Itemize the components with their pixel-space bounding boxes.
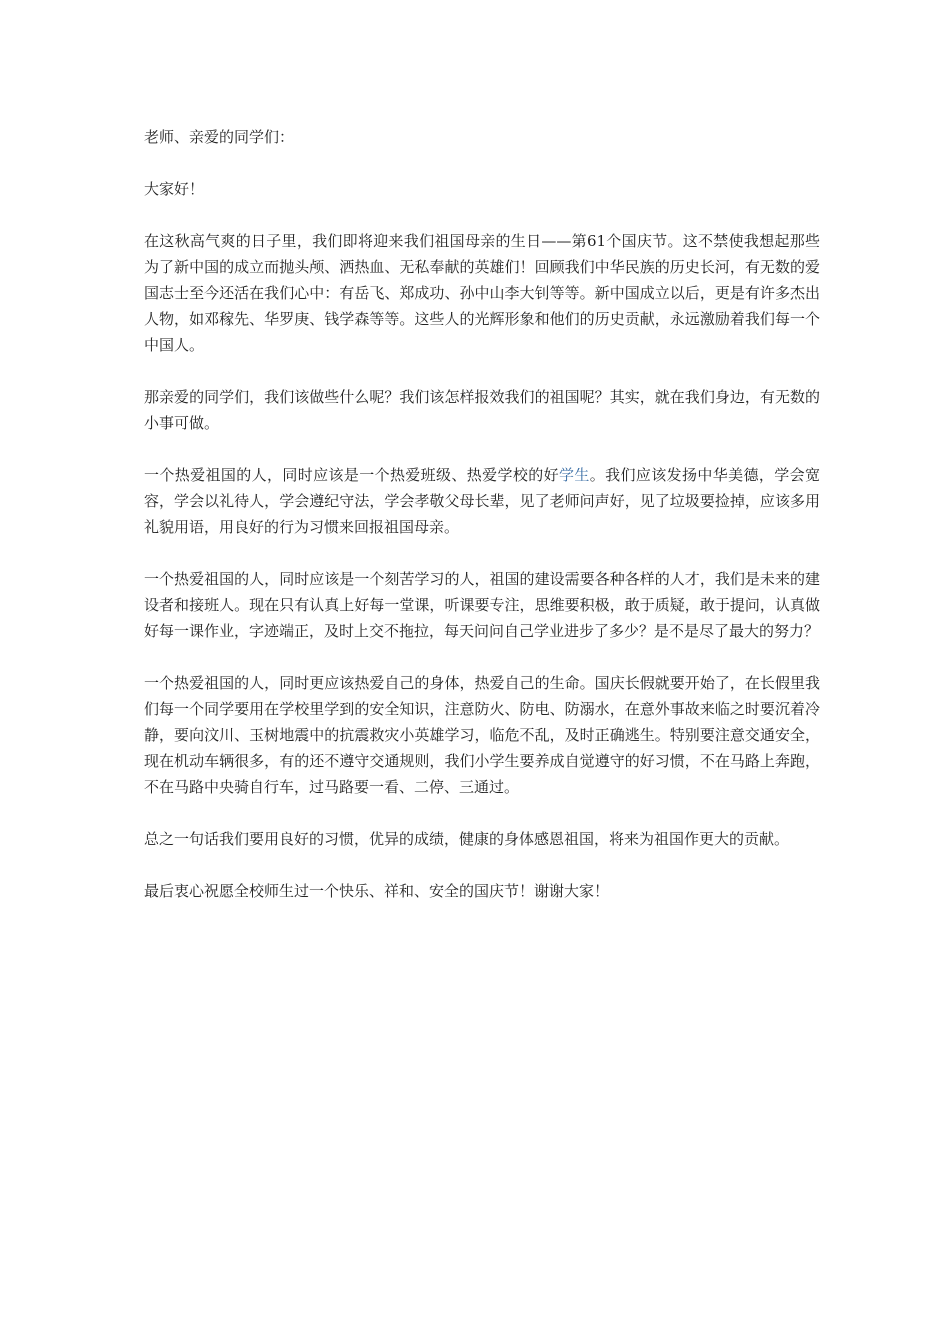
paragraph-good-student — [144, 462, 820, 540]
paragraph-question: 那亲爱的同学们，我们该做些什么呢？我们该怎样报效我们的祖国呢？其实，就在我们身边，有无数的小事可做。 — [144, 388, 820, 432]
paragraph-good-student-before: 一个热爱祖国的人，同时应该是一个热爱班级、热爱学校的好 — [144, 466, 560, 484]
paragraph-intro: 在这秋高气爽的日子里，我们即将迎来我们祖国母亲的生日——第61个国庆节。这不禁使我想起那些为了新中国的成立而抛头颅、洒热血、无私奉献的英雄们！回顾我们中华民族的历史长河，有无数的爱国志士至今还活在我们心中：有岳飞、郑成功、孙中山李大钊等等。新中国成立以后，更是有许多杰出人物，如邓稼先、华罗庚、钱学森等等。这些人的光辉形象和他们的历史贡献，永远激励着我们每一个中国人。 — [144, 232, 820, 354]
greeting-line: 老师、亲爱的同学们： — [144, 128, 295, 146]
paragraph-summary: 总之一句话我们要用良好的习惯，优异的成绩，健康的身体感恩祖国，将来为祖国作更大的贡献。 — [144, 830, 790, 848]
paragraph-good-student-after: 。我们应该发扬中华美德，学会宽容，学会以礼待人，学会遵纪守法，学会孝敬父母长辈，见了老师问声好，见了垃圾要捡掉，应该多用礼貌用语，用良好的行为习惯来回报祖国母亲。 — [144, 466, 820, 536]
paragraph-safety: 一个热爱祖国的人，同时更应该热爱自己的身体，热爱自己的生命。国庆长假就要开始了，在长假里我们每一个同学要用在学校里学到的安全知识，注意防火、防电、防溺水，在意外事故来临之时要沉着冷静，要向汶川、玉树地震中的抗震救灾小英雄学习，临危不乱，及时正确逃生。特别要注意交通安全，现在机动车辆很多，有的还不遵守交通规则，我们小学生要养成自觉遵守的好习惯，不在马路上奔跑，不在马路中央骑自行车，过马路要一看、二停、三通过。 — [144, 674, 820, 796]
paragraph-closing: 最后衷心祝愿全校师生过一个快乐、祥和、安全的国庆节！谢谢大家！ — [144, 882, 610, 900]
hello-line: 大家好！ — [144, 180, 205, 198]
paragraph-study: 一个热爱祖国的人，同时应该是一个刻苦学习的人，祖国的建设需要各种各样的人才，我们是未来的建设者和接班人。现在只有认真上好每一堂课，听课要专注，思维要积极，敢于质疑，敢于提问，认真做好每一课作业，字迹端正，及时上交不拖拉，每天问问自己学业进步了多少？是不是尽了最大的努力？ — [144, 570, 820, 640]
student-link[interactable]: 学生 — [559, 466, 590, 484]
speech-body — [144, 124, 820, 930]
